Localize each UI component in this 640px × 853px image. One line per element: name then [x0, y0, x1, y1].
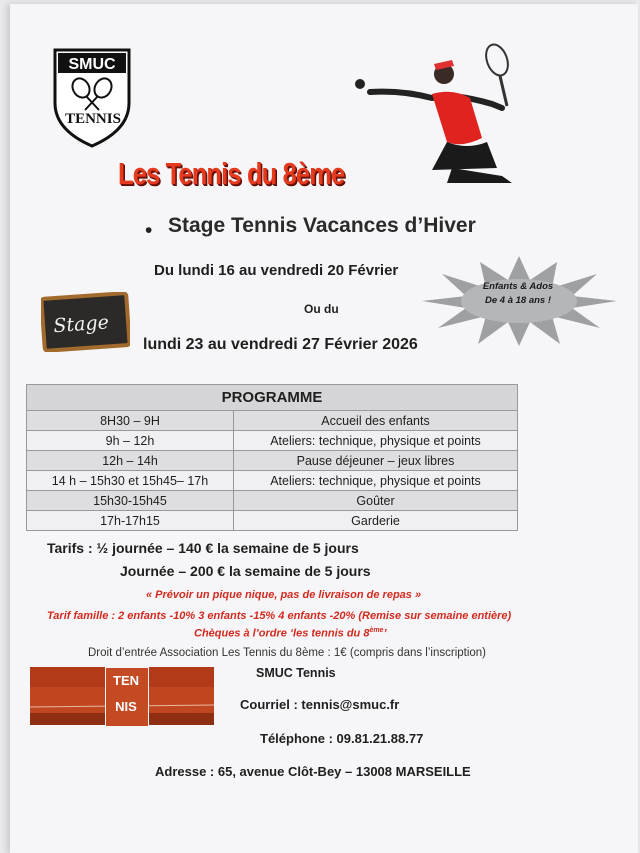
tarif-full-day: Journée – 200 € la semaine de 5 jours: [120, 563, 371, 579]
contact-email: Courriel : tennis@smuc.fr: [240, 697, 400, 712]
dates-second: lundi 23 au vendredi 27 Février 2026: [143, 336, 418, 353]
table-row: [27, 451, 518, 471]
tennis-player-illustration: [352, 38, 522, 183]
activity-cell: Garderie: [234, 511, 518, 531]
time-cell: 12h – 14h: [27, 451, 234, 471]
note-picnic: « Prévoir un pique nique, pas de livraison de repas »: [146, 589, 422, 601]
logo-top-text: SMUC: [68, 56, 116, 73]
cheques-sup: ème: [369, 627, 384, 634]
time-cell: 14 h – 15h30 et 15h45– 17h: [27, 471, 234, 491]
note-family: Tarif famille : 2 enfants -10% 3 enfants -15% 4 enfants -20% (Remise sur semaine entière): [47, 610, 512, 622]
programme-header: PROGRAMME: [27, 385, 518, 411]
dates-or: Ou du: [304, 302, 339, 316]
time-cell: 8H30 – 9H: [27, 411, 234, 431]
contact-address: Adresse : 65, avenue Clôt-Bey – 13008 MARSEILLE: [155, 764, 471, 779]
bullet-icon: •: [145, 219, 153, 242]
club-name: SMUC Tennis: [256, 666, 336, 680]
cheques-end: ’: [383, 627, 387, 640]
dates-first: Du lundi 16 au vendredi 20 Février: [154, 262, 399, 279]
activity-cell: Goûter: [234, 491, 518, 511]
table-row: [27, 491, 518, 511]
table-row: [27, 511, 518, 531]
activity-cell: Pause déjeuner – jeux libres: [234, 451, 518, 471]
contact-phone: Téléphone : 09.81.21.88.77: [260, 731, 424, 746]
age-badge-text: [458, 280, 578, 308]
note-cheques: [194, 627, 387, 640]
logo-bottom-text: TENNIS: [65, 111, 121, 127]
activity-cell: Accueil des enfants: [234, 411, 518, 431]
tennis-logo-line1: TEN: [113, 673, 139, 688]
activity-cell: Ateliers: technique, physique et points: [234, 471, 518, 491]
table-row: [27, 471, 518, 491]
activity-cell: Ateliers: technique, physique et points: [234, 431, 518, 451]
age-badge-line1: Enfants & Ados: [482, 281, 554, 292]
subtitle: Stage Tennis Vacances d’Hiver: [168, 214, 476, 237]
chalkboard-icon: [41, 292, 130, 352]
table-row: [27, 411, 518, 431]
tennis-logo-line2: NIS: [115, 699, 137, 714]
droit-entree: Droit d’entrée Association Les Tennis du 8ème : 1€ (compris dans l’inscription): [88, 647, 487, 659]
time-cell: 9h – 12h: [27, 431, 234, 451]
age-badge-line2: De 4 à 18 ans !: [484, 295, 551, 306]
cheques-text: Chèques à l’ordre ‘les tennis du 8: [194, 627, 370, 640]
time-cell: 15h30-15h45: [27, 491, 234, 511]
tarif-half-day: Tarifs : ½ journée – 140 € la semaine de 5 jours: [47, 540, 359, 556]
page-title: Les Tennis du 8ème: [118, 156, 345, 191]
time-cell: 17h-17h15: [27, 511, 234, 531]
table-row: [27, 431, 518, 451]
tennis-logo-text: [107, 672, 145, 716]
chalkboard-text: Stage: [52, 311, 110, 338]
smuc-logo: [53, 48, 131, 148]
programme-table: [26, 384, 518, 531]
